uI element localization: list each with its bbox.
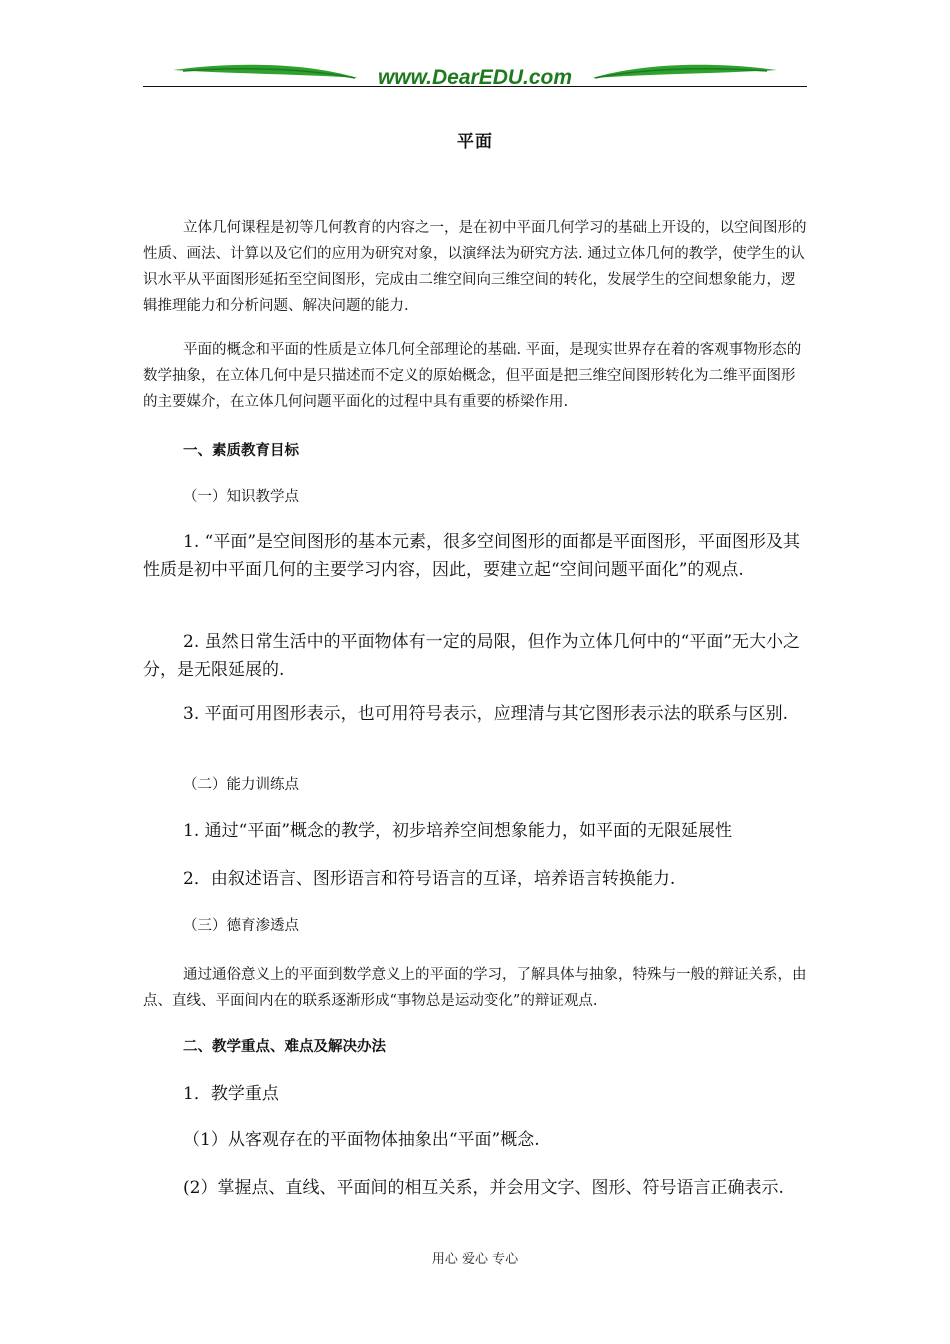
site-name: www.DearEDU.com [377,66,573,89]
subsection-moral: （三）德育渗透点 [183,918,299,934]
knowledge-item-2: 2. 虽然日常生活中的平面物体有一定的局限，但作为立体几何中的“平面”无大小之分，是无限延展的. [143,632,801,680]
key-point-2: (2）掌握点、直线、平面间的相互关系，并会用文字、图形、符号语言正确表示. [183,1178,784,1198]
ability-item-2: 2．由叙述语言、图形语言和符号语言的互译，培养语言转换能力. [183,869,676,889]
knowledge-item-1: 1. “平面”是空间图形的基本元素，很多空间图形的面都是平面图形，平面图形及其性质是初中平面几何的主要学习内容，因此，要建立起“空间问题平面化”的观点. [143,532,801,580]
header-rule [143,86,807,87]
key-point-1: （1）从客观存在的平面物体抽象出“平面”概念. [183,1130,540,1150]
ability-item-1: 1. 通过“平面”概念的教学，初步培养空间想象能力，如平面的无限延展性 [183,821,733,841]
page-footer: 用心 爱心 专心 [431,1252,519,1267]
section-2-heading: 二、教学重点、难点及解决办法 [183,1038,386,1055]
page-title: 平面 [457,132,493,152]
subsection-knowledge: （一）知识教学点 [183,489,299,505]
section-1-heading: 一、素质教育目标 [183,442,299,459]
knowledge-item-3: 3. 平面可用图形表示，也可用符号表示，应理清与其它图形表示法的联系与区别. [183,704,789,724]
key-point-heading: 1．教学重点 [183,1084,279,1104]
moral-paragraph: 通过通俗意义上的平面到数学意义上的平面的学习，了解具体与抽象，特殊与一般的辩证关系，由点、直线、平面间内在的联系逐渐形成“事物总是运动变化”的辩证观点. [143,967,807,1009]
subsection-ability: （二）能力训练点 [183,777,299,793]
intro-paragraph-2: 平面的概念和平面的性质是立体几何全部理论的基础. 平面，是现实世界存在着的客观事物形态的数学抽象，在立体几何中是只描述而不定义的原始概念，但平面是把三维空间图形转化为二维平面图形的主要媒介，在立体几何问题平面化的过程中具有重要的桥梁作用. [143,342,802,410]
intro-paragraph-1: 立体几何课程是初等几何教育的内容之一，是在初中平面几何学习的基础上开设的，以空间图形的性质、画法、计算以及它们的应用为研究对象，以演绎法为研究方法. 通过立体几何的教学，使学生的认识水平从平面图形延拓至空间图形，完成由二维空间向三维空间的转化，发展学生的空间想象能力，逻辑推理能力和分析问题、解决问题的能力. [143,220,807,314]
